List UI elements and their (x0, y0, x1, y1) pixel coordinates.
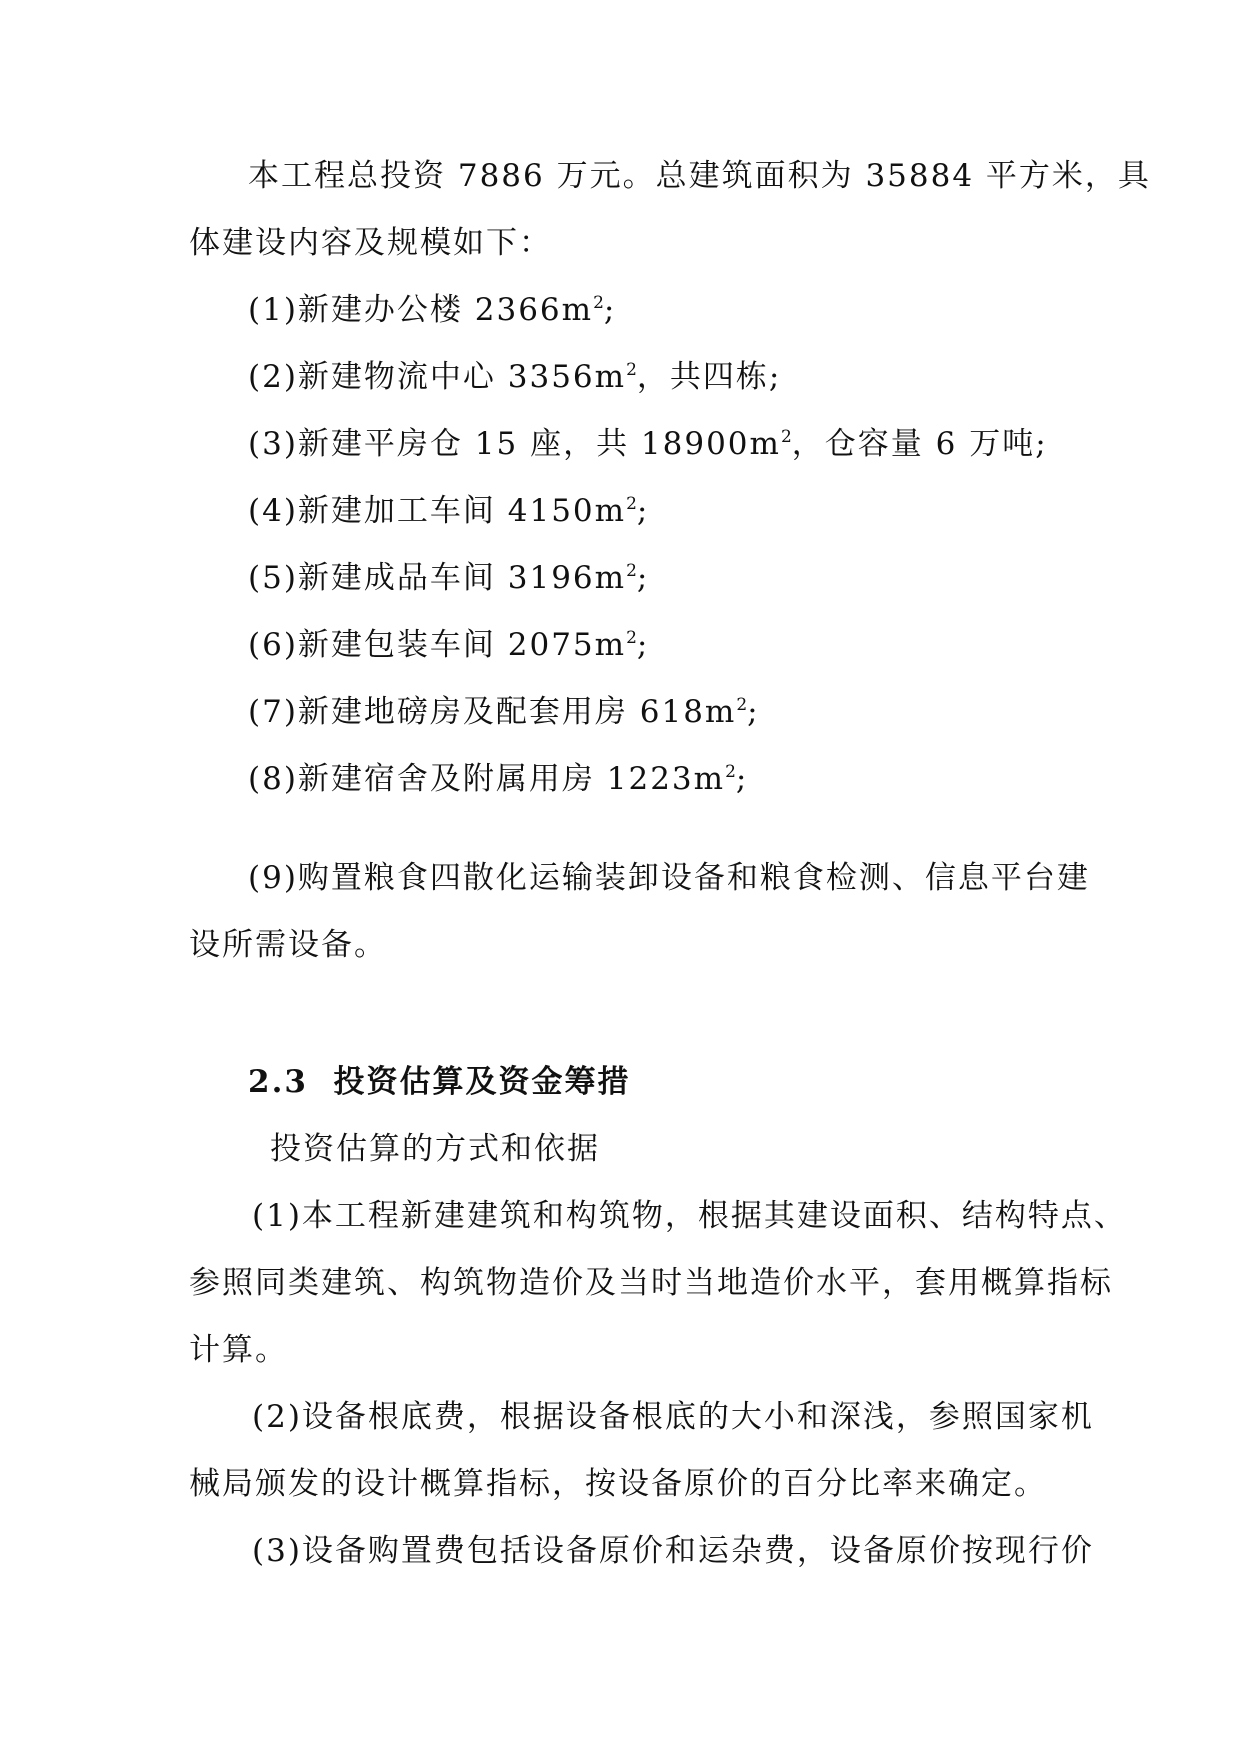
intro-line-2: 体建设内容及规模如下： (189, 225, 552, 261)
item-text: (3)新建平房仓 15 座，共 18900m (248, 426, 781, 462)
item-superscript: 2 (736, 695, 748, 715)
item-tail: ; (735, 761, 749, 797)
basis-2-line-2: 械局颁发的设计概算指标，按设备原价的百分比率来确定。 (189, 1466, 1047, 1502)
item-tail: ; (636, 560, 650, 596)
basis-1-line-3: 计算。 (189, 1332, 288, 1368)
item-text: (6)新建包装车间 2075m (248, 627, 627, 663)
item-text: (7)新建地磅房及配套用房 618m (248, 694, 737, 730)
section-subtitle: 投资估算的方式和依据 (270, 1131, 600, 1167)
item-text: (8)新建宿舍及附属用房 1223m (248, 761, 726, 797)
basis-3-line-1: (3)设备购置费包括设备原价和运杂费，设备原价按现行价 (252, 1533, 1094, 1569)
section-heading (248, 1062, 631, 1102)
item-tail: ，共四栋; (636, 359, 782, 395)
item-tail: ; (636, 627, 650, 663)
item-superscript: 2 (725, 762, 736, 782)
intro-line-1: 本工程总投资 7886 万元。总建筑面积为 35884 平方米，具 (248, 158, 1151, 194)
item-tail: ，仓容量 6 万吨; (791, 426, 1048, 462)
item-text: (1)新建办公楼 2366m (248, 292, 594, 328)
item-tail: ; (603, 292, 617, 328)
item-superscript: 2 (593, 293, 604, 313)
item-text: (5)新建成品车间 3196m (248, 560, 627, 596)
item-3 (248, 424, 1048, 464)
section-number: 2.3 (248, 1064, 308, 1100)
item-superscript: 2 (626, 561, 637, 581)
item-text: (2)新建物流中心 3356m (248, 359, 627, 395)
item-2 (248, 357, 781, 397)
item-superscript: 2 (626, 494, 637, 514)
item-9-line-1: (9)购置粮食四散化运输装卸设备和粮食检测、信息平台建 (248, 860, 1090, 896)
basis-1-line-1: (1)本工程新建建筑和构筑物，根据其建设面积、结构特点、 (252, 1198, 1127, 1234)
item-1 (248, 290, 616, 330)
item-superscript: 2 (780, 427, 792, 447)
item-6 (248, 625, 649, 665)
item-tail: ; (747, 694, 760, 730)
item-4 (248, 491, 649, 531)
item-9-line-2: 设所需设备。 (189, 927, 387, 963)
item-7 (248, 692, 760, 732)
section-title: 投资估算及资金筹措 (333, 1064, 631, 1100)
item-8 (248, 759, 748, 799)
item-tail: ; (636, 493, 650, 529)
item-superscript: 2 (626, 360, 637, 380)
item-superscript: 2 (626, 628, 637, 648)
basis-2-line-1: (2)设备根底费，根据设备根底的大小和深浅，参照国家机 (252, 1399, 1094, 1435)
basis-1-line-2: 参照同类建筑、构筑物造价及当时当地造价水平，套用概算指标 (189, 1265, 1113, 1301)
item-text: (4)新建加工车间 4150m (248, 493, 627, 529)
item-5 (248, 558, 649, 598)
